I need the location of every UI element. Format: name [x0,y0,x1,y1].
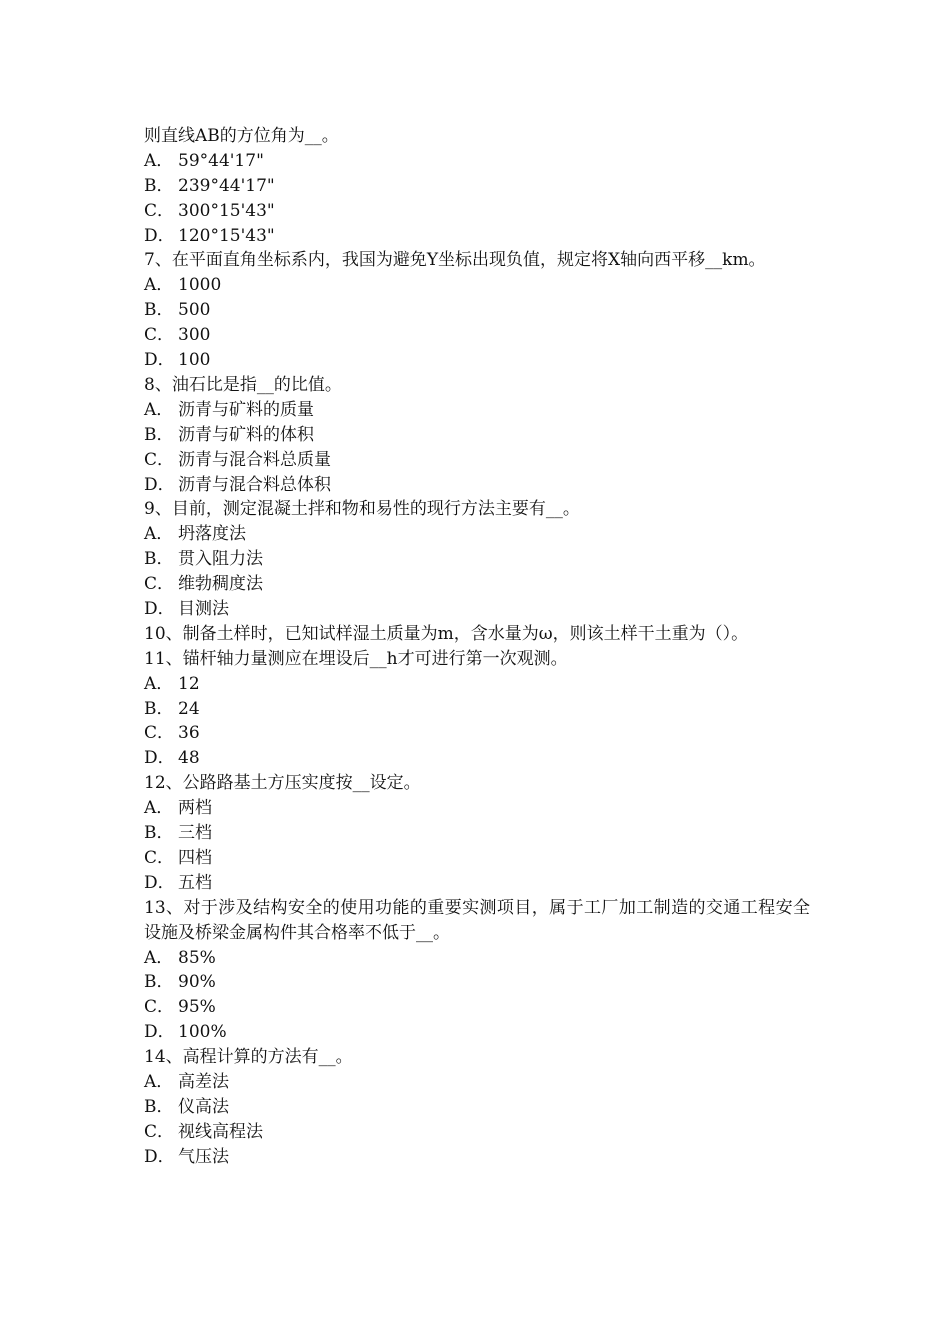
option-letter: C． [144,847,175,868]
option-text: 100% [178,1022,227,1043]
option-text: 高差法 [178,1071,229,1092]
option-text: 239°44'17" [178,175,275,196]
question-text: 8、油石比是指__的比值。 [144,374,342,395]
option-text: 贯入阻力法 [178,549,263,570]
option-b [144,1095,810,1120]
question-text: 11、锚杆轴力量测应在埋设后__h才可进行第一次观测。 [144,648,568,669]
option-a [144,672,810,697]
option-text: 两档 [178,798,212,819]
option-letter: A． [144,524,174,545]
option-text: 视线高程法 [178,1121,263,1142]
question-8 [144,373,810,497]
question-text: 13、对于涉及结构安全的使用功能的重要实测项目，属于工厂加工制造的交通工程安全设施及桥梁金属构件其合格率不低于__。 [144,897,810,943]
question-text: 14、高程计算的方法有__。 [144,1047,353,1068]
option-d [144,473,810,498]
document-content [144,124,810,1170]
option-text: 沥青与矿料的体积 [178,424,314,445]
option-text: 三档 [178,823,212,844]
option-b [144,174,810,199]
option-letter: A． [144,399,174,420]
option-text: 12 [178,673,200,694]
option-letter: B． [144,424,174,445]
question-text: 则直线AB的方位角为__。 [144,126,339,146]
option-a [144,796,810,821]
option-text: 59°44'17" [178,150,264,171]
option-text: 300 [178,325,211,346]
option-letter: D． [144,350,175,371]
option-letter: D． [144,872,175,893]
option-letter: A． [144,275,174,296]
option-letter: B． [144,972,174,993]
question-text: 9、目前，测定混凝土拌和物和易性的现行方法主要有__。 [144,499,580,520]
option-letter: A． [144,798,174,819]
option-text: 85% [178,947,216,968]
option-a [144,946,810,971]
option-c [144,323,810,348]
option-a [144,398,810,423]
option-text: 目测法 [178,598,229,619]
option-letter: C． [144,574,175,595]
option-text: 1000 [178,275,222,296]
option-a [144,273,810,298]
option-a [144,522,810,547]
option-text: 500 [178,300,211,321]
option-text: 仪高法 [178,1096,229,1117]
option-d [144,348,810,373]
option-letter: C． [144,325,175,346]
option-c [144,995,810,1020]
option-letter: D． [144,225,175,246]
option-a [144,149,810,174]
question-12 [144,771,810,895]
question-text: 12、公路路基土方压实度按__设定。 [144,773,421,794]
option-b [144,821,810,846]
option-letter: D． [144,474,175,495]
option-letter: C． [144,1121,175,1142]
option-text: 气压法 [178,1146,229,1167]
option-b [144,970,810,995]
option-letter: D． [144,1022,175,1043]
option-letter: D． [144,1146,175,1167]
option-d [144,224,810,249]
question-11 [144,647,810,771]
option-text: 沥青与混合料总体积 [178,474,331,495]
option-c [144,199,810,224]
option-text: 36 [178,723,200,744]
option-text: 坍落度法 [178,524,246,545]
option-d [144,746,810,771]
question-7 [144,248,810,372]
option-letter: A． [144,673,174,694]
option-c [144,572,810,597]
option-letter: C． [144,723,175,744]
option-letter: C． [144,997,175,1018]
option-letter: D． [144,748,175,769]
option-c [144,1120,810,1145]
option-text: 48 [178,748,200,769]
option-d [144,1145,810,1170]
option-text: 90% [178,972,216,993]
option-text: 五档 [178,872,212,893]
option-text: 沥青与矿料的质量 [178,399,314,420]
option-letter: B． [144,823,174,844]
question-10 [144,622,810,647]
option-b [144,547,810,572]
option-letter: B． [144,300,174,321]
question-13 [144,896,810,1045]
option-text: 95% [178,997,216,1018]
option-letter: D． [144,598,175,619]
option-letter: C． [144,200,175,221]
option-c [144,448,810,473]
option-text: 300°15'43" [178,200,275,221]
option-d [144,597,810,622]
option-b [144,423,810,448]
option-text: 100 [178,350,211,371]
question-text: 10、制备土样时，已知试样湿土质量为m，含水量为ω，则该土样干土重为（）。 [144,623,749,644]
option-letter: B． [144,698,174,719]
question-9 [144,497,810,621]
option-d [144,871,810,896]
option-text: 沥青与混合料总质量 [178,449,331,470]
option-letter: A． [144,1071,174,1092]
option-a [144,1070,810,1095]
option-d [144,1020,810,1045]
option-letter: C． [144,449,175,470]
option-letter: A． [144,947,174,968]
question-14 [144,1045,810,1169]
option-letter: B． [144,1096,174,1117]
question-text: 7、在平面直角坐标系内，我国为避免Y坐标出现负值，规定将X轴向西平移__km。 [144,250,766,271]
option-text: 24 [178,698,200,719]
option-letter: B． [144,549,174,570]
option-text: 四档 [178,847,212,868]
option-letter: B． [144,175,174,196]
option-b [144,298,810,323]
question-fragment [144,124,810,248]
option-text: 120°15'43" [178,225,275,246]
option-b [144,697,810,722]
option-c [144,846,810,871]
option-text: 维勃稠度法 [178,574,263,595]
option-c [144,721,810,746]
option-letter: A． [144,150,174,171]
